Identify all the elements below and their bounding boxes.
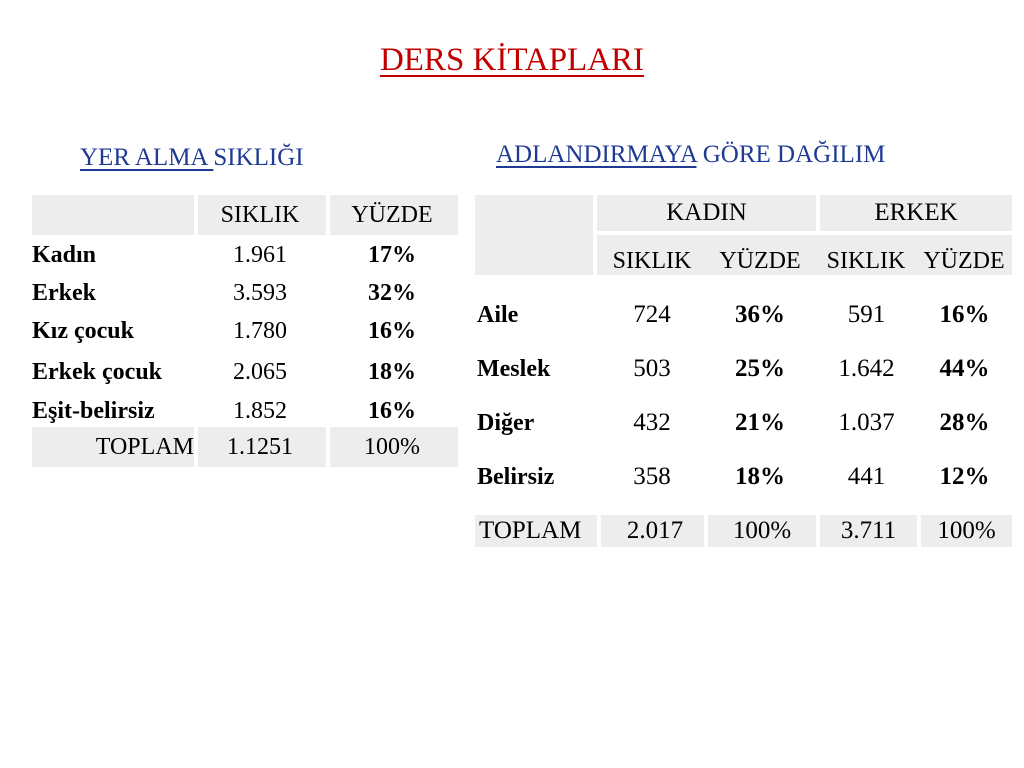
row-erkek-siklik: 591: [847, 301, 886, 328]
column-divider: [194, 195, 198, 467]
header-cell-yuzde: YÜZDE: [326, 195, 458, 235]
row-siklik: 2.065: [233, 359, 287, 385]
row-siklik: 3.593: [233, 280, 287, 306]
total-kadin-siklik: 2.017: [626, 517, 684, 544]
right-title-rest: GÖRE DAĞILIM: [696, 141, 886, 168]
row-kadin-siklik: 724: [633, 301, 671, 328]
table-row: [32, 311, 458, 351]
total-label: TOPLAM: [32, 427, 194, 467]
row-yuzde: 16%: [368, 398, 416, 424]
row-erkek-siklik: 1.037: [838, 409, 895, 436]
row-yuzde: 32%: [368, 280, 416, 306]
total-kadin-yuzde: 100%: [732, 517, 792, 544]
left-title-rest: SIKLIĞI: [213, 144, 304, 171]
total-erkek-yuzde: 100%: [937, 517, 996, 544]
left-section-title: [80, 144, 304, 172]
header-cell-empty: [32, 195, 194, 235]
row-label: Diğer: [477, 410, 535, 436]
row-siklik: 1.852: [233, 398, 287, 424]
row-label: Aile: [477, 302, 519, 328]
left-title-underlined: YER ALMA: [80, 144, 214, 171]
header-erkek: ERKEK: [874, 199, 958, 226]
row-kadin-siklik: 432: [633, 409, 671, 436]
right-title-underlined: ADLANDIRMAYA: [496, 141, 697, 168]
table-total-row: [32, 427, 458, 467]
table-row: [32, 391, 458, 431]
row-yuzde: 17%: [368, 242, 416, 268]
total-yuzde: 100%: [326, 427, 458, 467]
subheader-erkek-yuzde: YÜZDE: [923, 248, 1005, 274]
row-kadin-siklik: 503: [633, 355, 671, 382]
total-erkek-siklik: 3.711: [840, 517, 897, 544]
table-row: [32, 273, 458, 313]
row-label: Kız çocuk: [32, 318, 134, 344]
table-header-row: [32, 195, 458, 235]
total-siklik: 1.1251: [194, 427, 326, 467]
row-label: Meslek: [477, 356, 551, 382]
row-label: Erkek çocuk: [32, 359, 163, 385]
column-divider: [597, 515, 601, 547]
row-kadin-yuzde: 36%: [735, 301, 785, 328]
row-label: Erkek: [32, 280, 97, 306]
header-kadin: KADIN: [666, 199, 747, 226]
row-kadin-yuzde: 18%: [735, 463, 785, 490]
row-yuzde: 16%: [368, 318, 416, 344]
row-erkek-yuzde: 44%: [939, 355, 990, 382]
row-erkek-yuzde: 28%: [939, 409, 990, 436]
right-section-title: [496, 141, 885, 169]
row-erkek-yuzde: 16%: [939, 301, 990, 328]
page-title: DERS KİTAPLARI: [379, 42, 645, 78]
row-yuzde: 18%: [368, 359, 416, 385]
row-label: Eşit-belirsiz: [32, 398, 155, 424]
subheader-erkek-siklik: SIKLIK: [826, 248, 906, 274]
row-kadin-yuzde: 25%: [735, 355, 785, 382]
column-divider: [326, 195, 330, 467]
header-cell-siklik: SIKLIK: [194, 195, 326, 235]
table-row: [32, 352, 458, 392]
row-erkek-siklik: 441: [847, 463, 886, 490]
total-label: TOPLAM: [479, 517, 582, 544]
row-kadin-yuzde: 21%: [735, 409, 785, 436]
subheader-kadin-yuzde: YÜZDE: [719, 248, 801, 274]
subheader-kadin-siklik: SIKLIK: [612, 248, 692, 274]
row-siklik: 1.961: [233, 242, 287, 268]
row-label: Belirsiz: [477, 464, 555, 490]
row-erkek-yuzde: 12%: [939, 463, 990, 490]
row-siklik: 1.780: [233, 318, 287, 344]
table-row: [32, 235, 458, 275]
row-label: Kadın: [32, 242, 97, 268]
row-kadin-siklik: 358: [633, 463, 671, 490]
row-erkek-siklik: 1.642: [838, 355, 895, 382]
header-corner-cell: [475, 195, 593, 275]
